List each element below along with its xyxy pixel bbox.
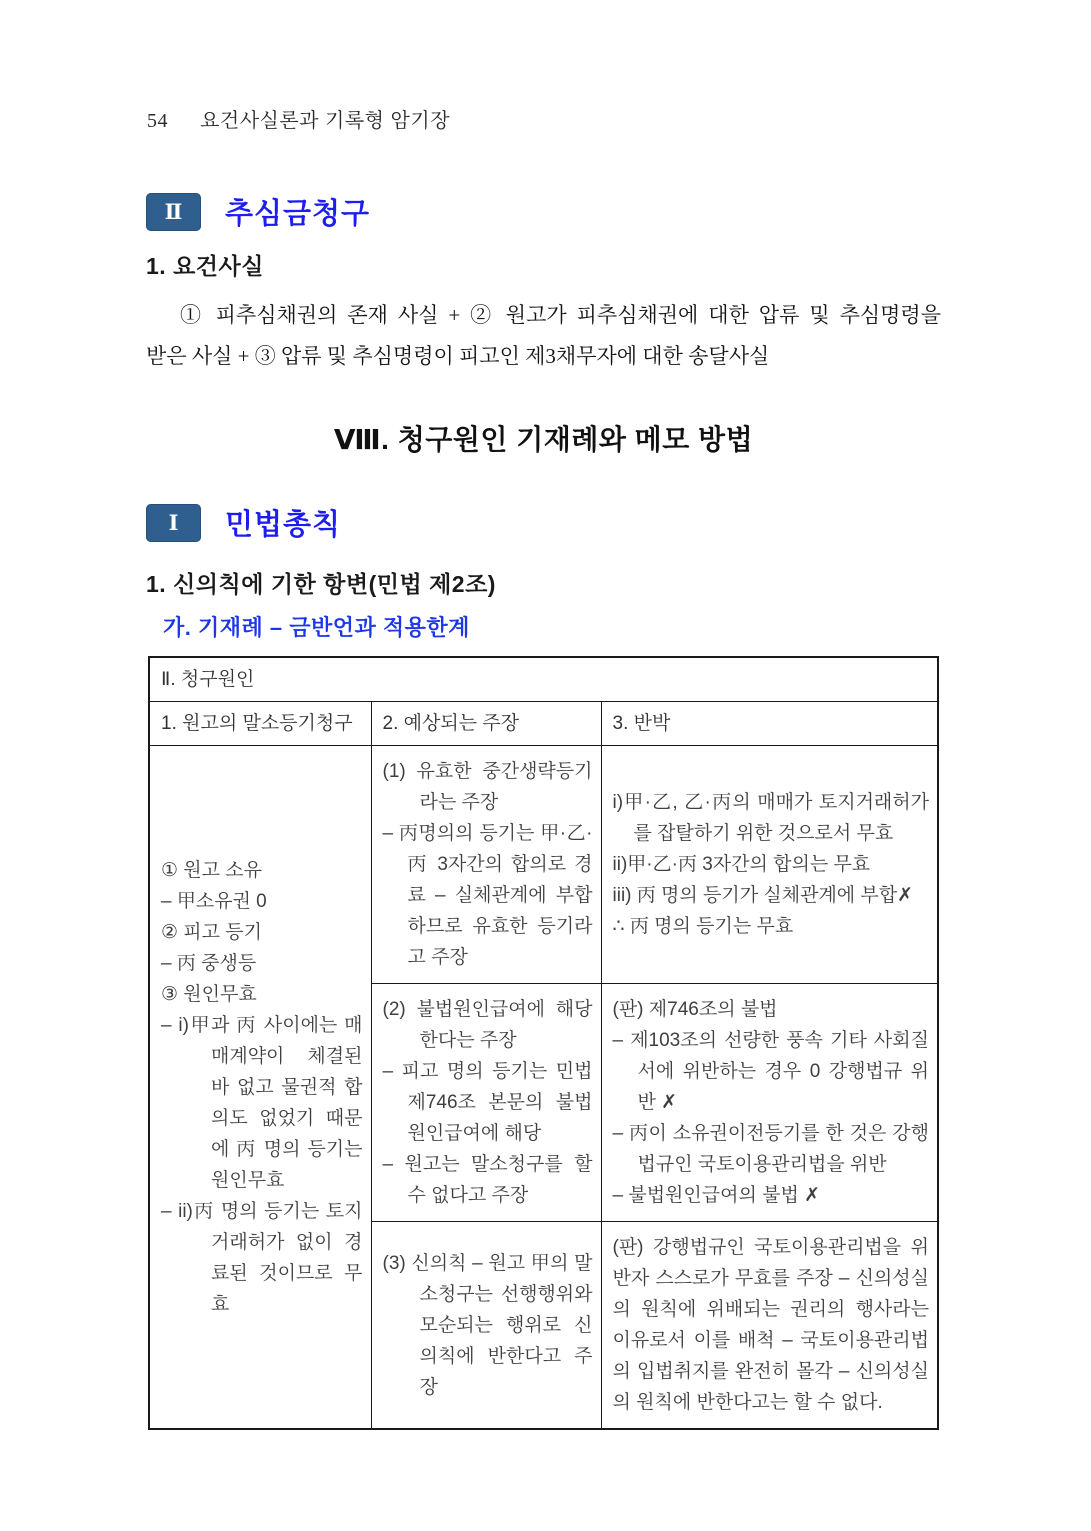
heading-gijaerye: 가. 기재례 – 금반언과 적용한계 bbox=[163, 615, 470, 640]
running-header bbox=[147, 104, 450, 133]
rebuttal-line: – 불법원인급여의 불법 ✗ bbox=[612, 1185, 821, 1206]
rebuttal-line: – 丙이 소유권이전등기를 한 것은 강행법규인 국토이용관리법을 위반 bbox=[612, 1123, 929, 1175]
plaintiff-line: ② 피고 등기 bbox=[161, 921, 263, 943]
rebuttal-line: (판) 제746조의 불법 bbox=[612, 999, 778, 1020]
claim-table bbox=[148, 656, 939, 1430]
col-header-rebuttal: 3. 반박 bbox=[601, 702, 938, 746]
plaintiff-line: – 丙 중생등 bbox=[161, 952, 257, 974]
rebuttal-line: – 제103조의 선량한 풍속 기타 사회질서에 위반하는 경우 0 강행법규 위반 ✗ bbox=[612, 1030, 929, 1113]
section-title-collection: 추심금청구 bbox=[225, 198, 371, 230]
paragraph-line-2: 받은 사실 + ③ 압류 및 추심명령이 피고인 제3채무자에 대한 송달사실 bbox=[146, 344, 770, 368]
table-caption-row bbox=[149, 657, 938, 702]
cell-plaintiff bbox=[149, 746, 371, 1430]
page-number: 54 bbox=[147, 110, 168, 132]
section-badge-2: Ⅱ bbox=[146, 193, 201, 231]
claim-line: – 丙명의의 등기는 甲·乙·丙 3자간의 합의로 경료 – 실체관계에 부합하므로 유효한 등기라고 주장 bbox=[382, 823, 593, 968]
plaintiff-line: – 甲소유권 0 bbox=[161, 890, 267, 912]
rebuttal-line: ii)甲·乙·丙 3자간의 합의는 무효 bbox=[612, 854, 871, 875]
requirements-paragraph bbox=[146, 295, 941, 377]
section-banner-collection bbox=[146, 191, 370, 232]
cell-rebuttal-1 bbox=[601, 746, 938, 984]
plaintiff-line: ① 원고 소유 bbox=[161, 859, 263, 881]
cell-claim-3 bbox=[371, 1222, 601, 1430]
table-body-row-1 bbox=[149, 746, 938, 984]
table-caption: Ⅱ. 청구원인 bbox=[149, 657, 938, 702]
cell-claim-1 bbox=[371, 746, 601, 984]
plaintiff-line: ③ 원인무효 bbox=[161, 983, 257, 1005]
chapter-heading: Ⅷ. 청구원인 기재례와 메모 방법 bbox=[333, 424, 754, 455]
rebuttal-line: ∴ 丙 명의 등기는 무효 bbox=[612, 916, 794, 937]
rebuttal-line: (판) 강행법규인 국토이용관리법을 위반자 스스로가 무효를 주장 – 신의성실의 원칙에 위배되는 권리의 행사라는 이유로서 이를 배척 – 국토이용관리법의 입법취지를 완전히 몰각 – 신의성실의 원칙에 반한다고는 할 수 없다. bbox=[612, 1237, 929, 1413]
heading-shinuichik: 1. 신의칙에 기한 항변(민법 제2조) bbox=[146, 571, 496, 597]
rebuttal-line: iii) 丙 명의 등기가 실체관계에 부합✗ bbox=[612, 885, 914, 906]
claim-line: (2) 불법원인급여에 해당한다는 주장 bbox=[382, 999, 593, 1051]
section-badge-1: Ⅰ bbox=[146, 504, 201, 542]
col-header-plaintiff: 1. 원고의 말소등기청구 bbox=[149, 702, 371, 746]
claim-line: – 피고 명의 등기는 민법 제746조 본문의 불법원인급여에 해당 bbox=[382, 1061, 593, 1144]
plaintiff-line: – i)甲과 丙 사이에는 매매계약이 체결된 바 없고 물권적 합의도 없었기 때문에 丙 명의 등기는 원인무효 bbox=[161, 1014, 363, 1191]
cell-rebuttal-3 bbox=[601, 1222, 938, 1430]
cell-claim-2 bbox=[371, 984, 601, 1222]
table-header-row bbox=[149, 702, 938, 746]
col-header-claims: 2. 예상되는 주장 bbox=[371, 702, 601, 746]
plaintiff-line: – ii)丙 명의 등기는 토지거래허가 없이 경료된 것이므로 무효 bbox=[161, 1200, 363, 1315]
rebuttal-line: i)甲·乙, 乙·丙의 매매가 토지거래허가를 잡탈하기 위한 것으로서 무효 bbox=[612, 792, 929, 844]
section-banner-civil bbox=[146, 502, 341, 543]
claim-line: (3) 신의칙 – 원고 甲의 말소청구는 선행행위와 모순되는 행위로 신의칙에 반한다고 주장 bbox=[382, 1252, 593, 1398]
claim-line: (1) 유효한 중간생략등기라는 주장 bbox=[382, 761, 593, 813]
claim-line: – 원고는 말소청구를 할 수 없다고 주장 bbox=[382, 1154, 593, 1206]
book-title: 요건사실론과 기록형 암기장 bbox=[200, 110, 451, 132]
cell-rebuttal-2 bbox=[601, 984, 938, 1222]
heading-yogeonsasil: 1. 요건사실 bbox=[146, 253, 264, 279]
section-title-civil: 민법총칙 bbox=[225, 509, 342, 541]
paragraph-line-1: ① 피추심채권의 존재 사실 + ② 원고가 피추심채권에 대한 압류 및 추심명령을 bbox=[180, 303, 941, 327]
